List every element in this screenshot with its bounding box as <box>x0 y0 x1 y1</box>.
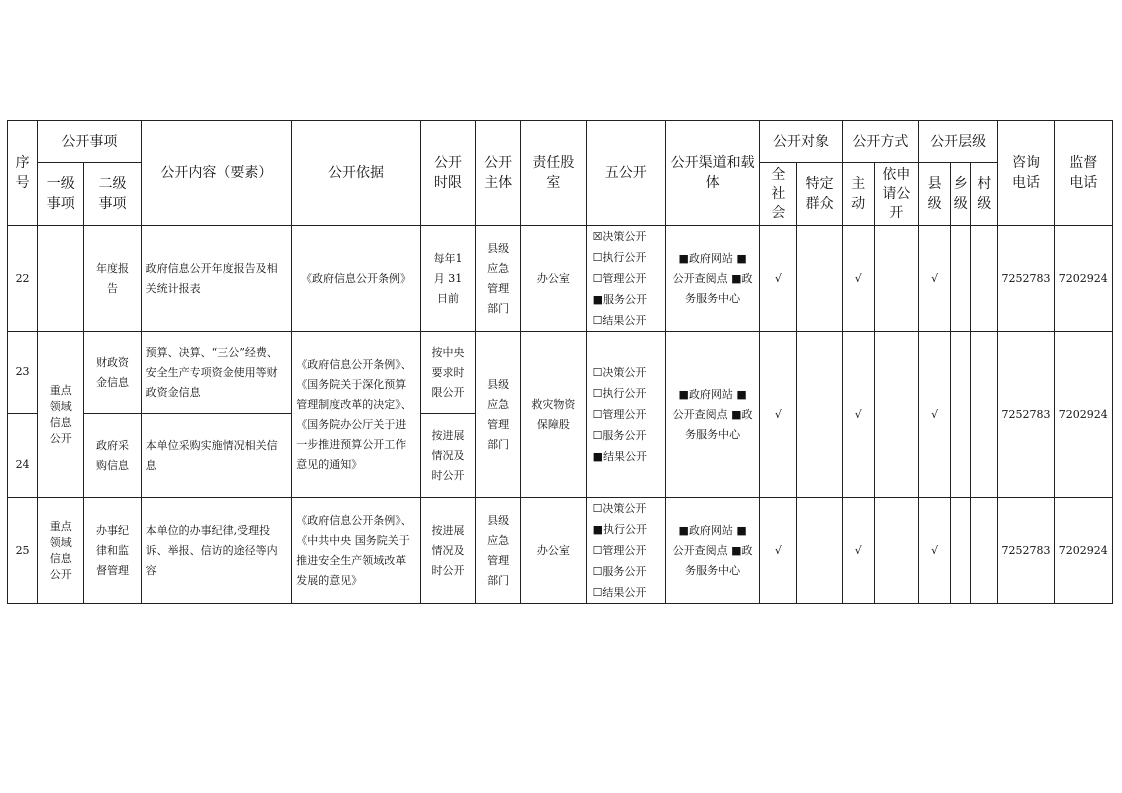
row25-level1: 重点 领域 信息 公开 <box>38 498 84 604</box>
row22-method-active: √ <box>842 226 874 332</box>
header-row-1 <box>8 121 1113 163</box>
header-level2: 二级 事项 <box>84 163 141 226</box>
row22-content: 政府信息公开年度报告及相关统计报表 <box>141 226 292 332</box>
table-row <box>8 226 1113 332</box>
header-items: 公开事项 <box>38 121 141 163</box>
five-item: ☐管理公开 <box>592 544 647 557</box>
row23-24-level1: 重点 领域 信息 公开 <box>38 332 84 498</box>
table-row <box>8 332 1113 414</box>
disclosure-table <box>7 120 1113 604</box>
row25-dept: 办公室 <box>521 498 586 604</box>
row22-method-apply <box>874 226 918 332</box>
row22-dept: 办公室 <box>521 226 586 332</box>
header-subject: 公开 主体 <box>476 121 521 226</box>
row25-supervise: 7202924 <box>1054 498 1112 604</box>
header-level-county: 县 级 <box>919 163 951 226</box>
row23-24-method-active: √ <box>842 332 874 498</box>
header-seq: 序 号 <box>8 121 38 226</box>
row22-level-town <box>951 226 971 332</box>
header-consult: 咨询 电话 <box>998 121 1054 226</box>
row23-level2: 财政资 金信息 <box>84 332 141 414</box>
five-item: ☐执行公开 <box>592 251 647 264</box>
header-dept: 责任股 室 <box>521 121 586 226</box>
five-item: ■服务公开 <box>592 293 647 306</box>
row22-level2: 年度报 告 <box>84 226 141 332</box>
header-level-village: 村 级 <box>971 163 998 226</box>
row23-24-level-village <box>971 332 998 498</box>
row25-subject: 县级 应急 管理 部门 <box>476 498 521 604</box>
row25-method-apply <box>874 498 918 604</box>
row23-24-dept: 救灾物资 保障股 <box>521 332 586 498</box>
row25-target-all: √ <box>760 498 797 604</box>
five-item: ☐结果公开 <box>592 314 647 327</box>
five-item: ☒决策公开 <box>592 230 647 243</box>
header-target-all: 全 社 会 <box>760 163 797 226</box>
header-method-apply: 依申 请公 开 <box>874 163 918 226</box>
row23-24-subject: 县级 应急 管理 部门 <box>476 332 521 498</box>
five-item: ☐管理公开 <box>592 408 647 421</box>
row23-timelimit: 按中央 要求时 限公开 <box>420 332 475 414</box>
row23-24-supervise: 7202924 <box>1054 332 1112 498</box>
row22-target-all: √ <box>760 226 797 332</box>
five-item: ☐执行公开 <box>592 387 647 400</box>
row23-seq: 23 <box>8 332 38 414</box>
row23-24-target-specific <box>797 332 842 498</box>
header-content: 公开内容（要素） <box>141 121 292 226</box>
row22-level-county: √ <box>919 226 951 332</box>
five-item: ☐决策公开 <box>592 366 647 379</box>
row23-24-basis: 《政府信息公开条例》、《国务院关于深化预算管理制度改革的决定》、《国务院办公厅关于进一步推进预算公开工作意见的通知》 <box>292 332 421 498</box>
row23-24-channel: ■政府网站 ■ 公开查阅点 ■政 务服务中心 <box>665 332 759 498</box>
row23-24-level-town <box>951 332 971 498</box>
five-item: ■结果公开 <box>592 450 647 463</box>
header-basis: 公开依据 <box>292 121 421 226</box>
row23-content: 预算、决算、“三公”经费、 安全生产专项资金使用等财政资金信息 <box>141 332 292 414</box>
five-item: ☐服务公开 <box>592 429 647 442</box>
row22-subject: 县级 应急 管理 部门 <box>476 226 521 332</box>
row23-24-method-apply <box>874 332 918 498</box>
row22-supervise: 7202924 <box>1054 226 1112 332</box>
row22-target-specific <box>797 226 842 332</box>
row25-method-active: √ <box>842 498 874 604</box>
row24-level2: 政府采 购信息 <box>84 414 141 498</box>
five-item: ☐结果公开 <box>592 586 647 599</box>
row25-seq: 25 <box>8 498 38 604</box>
row22-seq: 22 <box>8 226 38 332</box>
row24-timelimit: 按进展 情况及 时公开 <box>420 414 475 498</box>
row25-level2: 办事纪 律和监 督管理 <box>84 498 141 604</box>
header-level1: 一级 事项 <box>38 163 84 226</box>
header-timelimit: 公开 时限 <box>420 121 475 226</box>
five-item: ■执行公开 <box>592 523 647 536</box>
header-target: 公开对象 <box>760 121 842 163</box>
header-target-specific: 特定 群众 <box>797 163 842 226</box>
row23-24-level-county: √ <box>919 332 951 498</box>
header-five: 五公开 <box>586 121 665 226</box>
header-supervise: 监督 电话 <box>1054 121 1112 226</box>
header-level: 公开层级 <box>919 121 998 163</box>
row24-seq: 24 <box>8 414 38 498</box>
row23-24-target-all: √ <box>760 332 797 498</box>
row25-five <box>586 498 665 604</box>
header-method-active: 主 动 <box>842 163 874 226</box>
row22-consult: 7252783 <box>998 226 1054 332</box>
row22-channel: ■政府网站 ■ 公开查阅点 ■政 务服务中心 <box>665 226 759 332</box>
row25-level-village <box>971 498 998 604</box>
row23-24-five <box>586 332 665 498</box>
row25-basis: 《政府信息公开条例》、《中共中央 国务院关于推进安全生产领域改革发展的意见》 <box>292 498 421 604</box>
row25-consult: 7252783 <box>998 498 1054 604</box>
row22-five <box>586 226 665 332</box>
row25-timelimit: 按进展 情况及 时公开 <box>420 498 475 604</box>
row25-channel: ■政府网站 ■ 公开查阅点 ■政 务服务中心 <box>665 498 759 604</box>
five-item: ☐服务公开 <box>592 565 647 578</box>
five-item: ☐管理公开 <box>592 272 647 285</box>
row22-level-village <box>971 226 998 332</box>
row22-level1 <box>38 226 84 332</box>
table-row <box>8 498 1113 604</box>
row24-content: 本单位采购实施情况相关信息 <box>141 414 292 498</box>
row22-basis: 《政府信息公开条例》 <box>292 226 421 332</box>
header-channel: 公开渠道和载 体 <box>665 121 759 226</box>
row25-target-specific <box>797 498 842 604</box>
row25-level-county: √ <box>919 498 951 604</box>
row25-level-town <box>951 498 971 604</box>
five-item: ☐决策公开 <box>592 502 647 515</box>
header-method: 公开方式 <box>842 121 918 163</box>
row25-content: 本单位的办事纪律,受理投诉、举报、信访的途径等内容 <box>141 498 292 604</box>
row22-timelimit: 每年1 月 31 日前 <box>420 226 475 332</box>
row23-24-consult: 7252783 <box>998 332 1054 498</box>
header-level-town: 乡 级 <box>951 163 971 226</box>
